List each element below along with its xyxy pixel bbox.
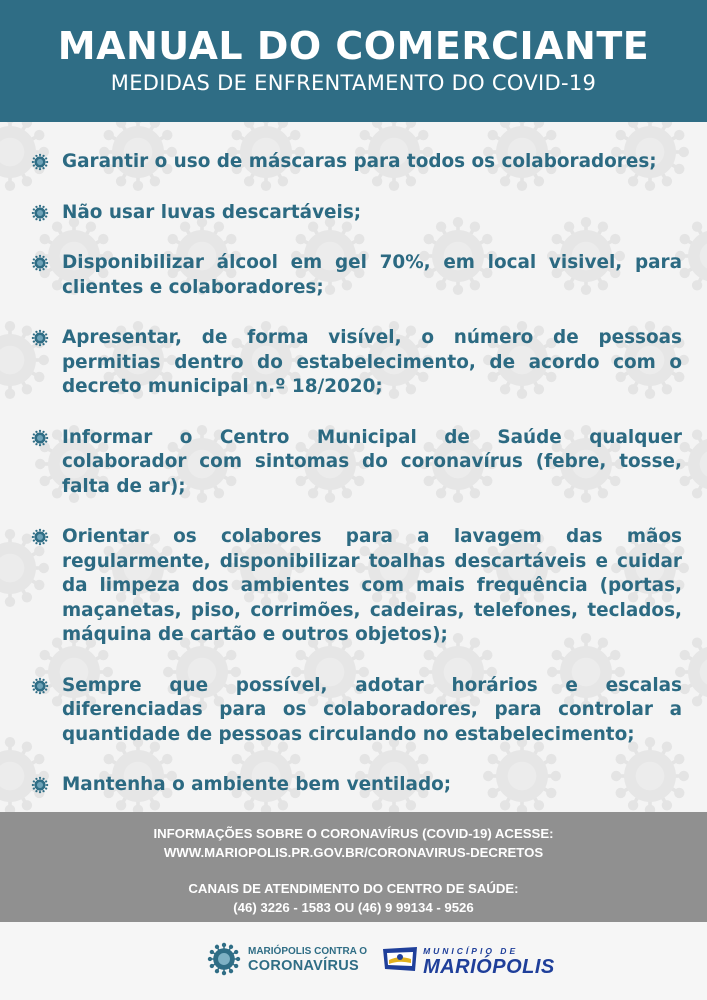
measures-list xyxy=(30,150,682,824)
list-item-text: Não usar luvas descartáveis; xyxy=(62,201,362,223)
virus-icon xyxy=(30,152,50,172)
virus-icon xyxy=(30,775,50,795)
virus-icon xyxy=(30,428,50,448)
flag-icon xyxy=(381,945,419,973)
list-item-text: Sempre que possível, adotar horários e escalas diferenciadas para os colaboradores, para controlar a quantidade de pessoas circulando no estabelecimento; xyxy=(62,674,682,745)
list-item xyxy=(30,674,682,748)
virus-icon xyxy=(30,328,50,348)
virus-icon xyxy=(206,941,242,977)
campaign-name: CORONAVÍRUS xyxy=(248,958,359,974)
page-title: MANUAL DO COMERCIANTE xyxy=(57,24,650,68)
list-item-text: Disponibilizar álcool em gel 70%, em local visivel, para clientes e colaboradores; xyxy=(62,252,682,298)
info-band xyxy=(0,812,707,922)
list-item xyxy=(30,525,682,648)
municipal-logo xyxy=(381,943,555,978)
phone-heading: CANAIS DE ATENDIMENTO DO CENTRO DE SAÚDE: xyxy=(188,881,519,896)
campaign-logo xyxy=(206,941,367,977)
list-item xyxy=(30,426,682,500)
page-subtitle: MEDIDAS DE ENFRENTAMENTO DO COVID-19 xyxy=(110,71,597,95)
list-item-text: Orientar os colabores para a lavagem das mãos regularmente, disponibilizar toalhas descartáveis e cuidar da limpeza dos ambientes com mais frequência (portas, maçanetas, piso, corrimões, cadeiras, telefones, teclados, máquina de cartão e outros objetos); xyxy=(62,526,682,645)
list-item xyxy=(30,326,682,400)
header-banner xyxy=(0,0,707,122)
list-item xyxy=(30,773,682,798)
virus-icon xyxy=(30,253,50,273)
virus-icon xyxy=(30,676,50,696)
list-item xyxy=(30,150,682,175)
info-website-link[interactable]: WWW.MARIOPOLIS.PR.GOV.BR/CORONAVIRUS-DECRETOS xyxy=(163,845,544,860)
virus-icon xyxy=(30,203,50,223)
footer xyxy=(0,922,707,1000)
list-item-text: Mantenha o ambiente bem ventilado; xyxy=(62,774,452,795)
municipal-label: MUNICÍPIO DE xyxy=(423,946,519,956)
municipal-name: MARIÓPOLIS xyxy=(423,956,555,978)
list-item xyxy=(30,251,682,300)
list-item xyxy=(30,201,682,226)
list-item-text: Garantir o uso de máscaras para todos os colaboradores; xyxy=(62,151,657,172)
list-item-text: Apresentar, de forma visível, o número de pessoas permitias dentro do estabelecimento, de acordo com o decreto municipal n.º 18/2020; xyxy=(62,327,682,397)
phone-numbers: (46) 3226 - 1583 OU (46) 9 99134 - 9526 xyxy=(233,900,474,915)
list-item-text: Informar o Centro Municipal de Saúde qualquer colaborador com sintomas do coronavírus (febre, tosse, falta de ar); xyxy=(62,426,682,497)
campaign-tagline: MARIÓPOLIS CONTRA O xyxy=(248,946,368,957)
info-heading: INFORMAÇÕES SOBRE O CORONAVÍRUS (COVID-19) ACESSE: xyxy=(153,826,554,841)
virus-icon xyxy=(30,527,50,547)
